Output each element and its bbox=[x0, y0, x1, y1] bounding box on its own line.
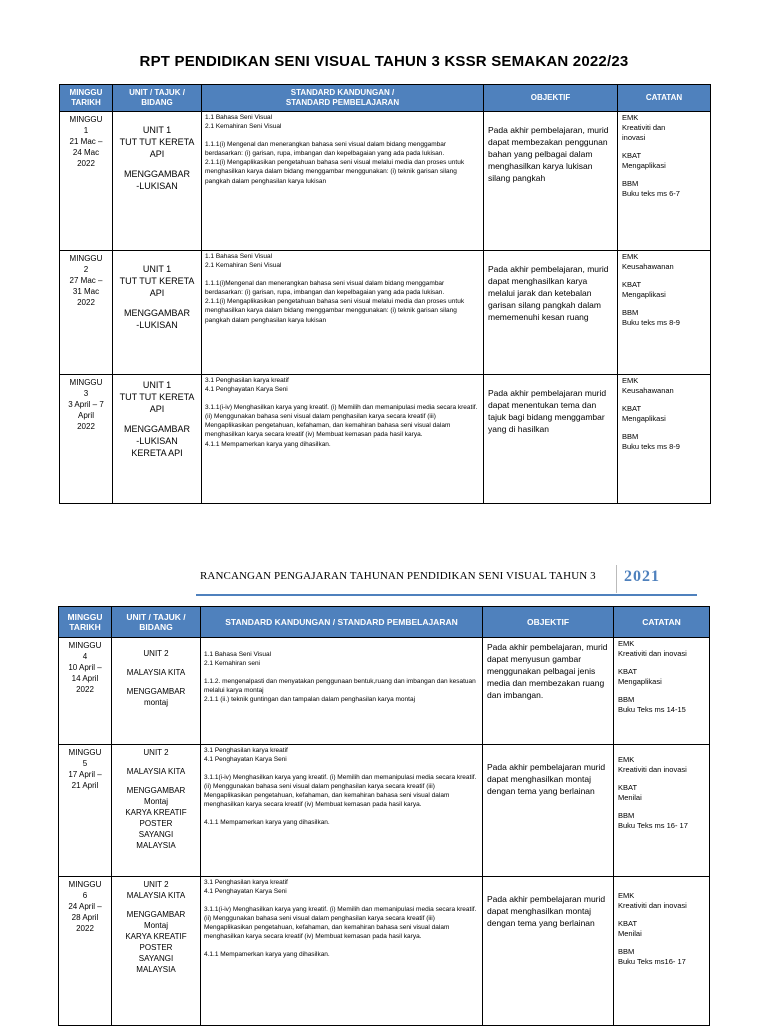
cell-line: 3.1 Penghasilan karya kreatif bbox=[204, 747, 288, 754]
cell-line bbox=[204, 897, 479, 905]
cell-line: 31 Mac bbox=[72, 287, 100, 296]
cell-line bbox=[622, 396, 706, 404]
header-standard: STANDARD KANDUNGAN / STANDARD PEMBELAJARAN bbox=[202, 85, 484, 112]
table-row bbox=[60, 375, 711, 504]
cell-line: 2022 bbox=[77, 159, 95, 168]
cell-line: Menilai bbox=[618, 793, 642, 802]
cell-line: KERETA API bbox=[131, 448, 183, 458]
cell-line bbox=[114, 678, 198, 686]
cell-line bbox=[618, 911, 705, 919]
cell-line: -LUKISAN bbox=[136, 181, 178, 191]
cell-line: Kreativiti dan inovasi bbox=[618, 765, 687, 774]
cell-line: BBM bbox=[622, 308, 639, 317]
cell-line: KARYA KREATIF bbox=[125, 808, 187, 817]
cell-line: 1.1.2. mengenalpasti dan menyatakan penggunaan bentuk,ruang dan imbangan dan kesatuan melalui karya montaj bbox=[204, 677, 476, 694]
cell-line: 3 April – 7 bbox=[68, 400, 104, 409]
cell-line: MINGGU bbox=[68, 748, 102, 757]
cell-line bbox=[622, 143, 706, 151]
cell-line: 2022 bbox=[76, 924, 94, 933]
cell-line: UNIT 2 bbox=[143, 880, 169, 889]
week-cell bbox=[60, 112, 113, 251]
standard-cell bbox=[202, 251, 484, 375]
cell-line: SAYANGI bbox=[138, 954, 174, 963]
header-notes: CATATAN bbox=[614, 607, 710, 638]
cell-line: MENGGAMBAR bbox=[123, 169, 190, 179]
cell-line bbox=[114, 758, 198, 766]
cell-line: 24 Mac bbox=[72, 148, 100, 157]
cell-line: 27 Mac – bbox=[69, 276, 103, 285]
notes-cell bbox=[614, 638, 710, 745]
cell-line: KBAT bbox=[622, 280, 642, 289]
cell-line: 6 bbox=[82, 891, 88, 900]
year-label: 2021 bbox=[624, 568, 660, 585]
unit-cell bbox=[113, 375, 202, 504]
cell-line: 4.1.1 Mempamerkan karya yang dihasilkan. bbox=[205, 440, 331, 448]
header-objective: OBJEKTIF bbox=[484, 85, 618, 112]
cell-line: 2.1.1(i) Mengaplikasikan pengetahuan bahasa seni visual melalui media dan proses untuk menghasilkan karya dalam bidang menggambar menggunakan: (i) teknik garisan silang pangkah dalam penghasilan karya lukisan bbox=[205, 159, 465, 185]
cell-line bbox=[204, 765, 479, 773]
week-cell bbox=[60, 251, 113, 375]
cell-line: 4.1 Penghayatan Karya Seni bbox=[204, 888, 287, 896]
cell-line: 2022 bbox=[77, 422, 95, 431]
notes-cell bbox=[618, 112, 711, 251]
cell-line: POSTER bbox=[139, 943, 173, 952]
table-row bbox=[59, 877, 710, 1026]
cell-line bbox=[618, 775, 705, 783]
cell-line: MINGGU bbox=[69, 254, 103, 263]
cell-line: EMK bbox=[622, 252, 639, 261]
cell-line bbox=[618, 659, 705, 667]
week-cell bbox=[59, 638, 112, 745]
cell-line: MINGGU bbox=[68, 641, 102, 650]
cell-line: KBAT bbox=[618, 667, 638, 676]
table-row bbox=[60, 112, 711, 251]
cell-line: Buku teks ms 8-9 bbox=[622, 442, 680, 451]
cell-line: BBM bbox=[618, 947, 635, 956]
cell-line: 3.1 Penghasilan karya kreatif bbox=[204, 879, 288, 886]
cell-line: EMK bbox=[618, 755, 635, 764]
objective-cell: Pada akhir pembelajaran, murid dapat membezakan penggunan bahan yang pelbagai dalam menghasilkan karya lukisan silang pangkah bbox=[484, 112, 618, 251]
cell-line: KARYA KREATIF bbox=[125, 932, 187, 941]
unit-cell bbox=[112, 745, 201, 877]
cell-line: 1.1 Bahasa Seni Visual bbox=[205, 253, 273, 260]
header-standard: STANDARD KANDUNGAN / STANDARD PEMBELAJARAN bbox=[201, 607, 483, 638]
cell-line: EMK bbox=[622, 376, 639, 385]
schedule-table-2 bbox=[58, 606, 710, 1026]
cell-line bbox=[204, 810, 479, 818]
cell-line: 1.1.1(i) Mengenal dan menerangkan bahasa seni visual dalam bidang menggambar berdasarkan: (i) garisan, rupa, imbangan dan kepelbagaian yang ada pada lukisan. bbox=[205, 140, 447, 157]
cell-line bbox=[205, 132, 480, 140]
cell-line: 21 April bbox=[71, 781, 99, 790]
cell-line: KBAT bbox=[618, 783, 638, 792]
document-title: RPT PENDIDIKAN SENI VISUAL TAHUN 3 KSSR SEMAKAN 2022/23 bbox=[139, 53, 629, 70]
cell-line: 10 April – bbox=[68, 663, 102, 672]
cell-line: BBM bbox=[618, 811, 635, 820]
cell-line bbox=[205, 271, 480, 279]
objective-cell: Pada akhir pembelajaran murid dapat menentukan tema dan tajuk bagi bidang menggambar yang di hasilkan bbox=[484, 375, 618, 504]
header-week: MINGGU TARIKH bbox=[60, 85, 113, 112]
cell-line: MALAYSIA KITA bbox=[126, 891, 186, 900]
cell-line: 4.1 Penghayatan Karya Seni bbox=[204, 756, 287, 764]
cell-line: MENGGAMBAR bbox=[126, 786, 186, 795]
cell-line: 3.1 Penghasilan karya kreatif bbox=[205, 377, 289, 384]
cell-line: 3 bbox=[83, 389, 89, 398]
cell-line: BBM bbox=[622, 179, 639, 188]
cell-line: TUT TUT KERETA bbox=[119, 392, 195, 402]
cell-line: API bbox=[149, 149, 165, 159]
cell-line: MENGGAMBAR bbox=[126, 910, 186, 919]
header-unit: UNIT / TAJUK / BIDANG bbox=[113, 85, 202, 112]
cell-line: Mengaplikasi bbox=[618, 677, 662, 686]
cell-line: Keusahawanan bbox=[622, 386, 674, 395]
cell-line: Buku teks ms 8-9 bbox=[622, 318, 680, 327]
cell-line: montaj bbox=[143, 698, 168, 707]
cell-line bbox=[204, 942, 479, 950]
cell-line bbox=[622, 424, 706, 432]
cell-line: 2.1 Kemahiran Seni Visual bbox=[205, 123, 282, 131]
cell-line: MALAYSIA bbox=[136, 965, 176, 974]
objective-cell: Pada akhir pembelajaran murid dapat menghasilkan montaj dengan tema yang berlainan bbox=[483, 877, 614, 1026]
unit-cell bbox=[112, 638, 201, 745]
cell-line bbox=[114, 901, 198, 909]
cell-line: UNIT 1 bbox=[142, 125, 172, 135]
cell-line bbox=[204, 669, 479, 677]
cell-line bbox=[618, 803, 705, 811]
cell-line: 2.1.1 (ii.) teknik guntingan dan tampalan dalam penghasilan karya montaj bbox=[204, 696, 416, 704]
cell-line: 28 April bbox=[71, 913, 99, 922]
cell-line: UNIT 2 bbox=[143, 649, 169, 658]
table-header-row bbox=[59, 607, 710, 638]
table-header-row bbox=[60, 85, 711, 112]
cell-line: 1.1 Bahasa Seni Visual bbox=[204, 651, 272, 658]
cell-line bbox=[618, 687, 705, 695]
cell-line: MALAYSIA bbox=[136, 841, 176, 850]
cell-line: API bbox=[149, 288, 165, 298]
cell-line: 2022 bbox=[76, 685, 94, 694]
cell-line: -LUKISAN bbox=[136, 320, 178, 330]
header-week: MINGGU TARIKH bbox=[59, 607, 112, 638]
cell-line: 4.1 Penghayatan Karya Seni bbox=[205, 386, 288, 394]
cell-line: Mengaplikasi bbox=[622, 414, 666, 423]
table-row bbox=[60, 251, 711, 375]
standard-cell bbox=[201, 877, 483, 1026]
notes-cell bbox=[614, 745, 710, 877]
cell-line: 2.1 Kemahiran seni bbox=[204, 660, 261, 668]
notes-cell bbox=[618, 375, 711, 504]
standard-cell bbox=[202, 112, 484, 251]
header-unit: UNIT / TAJUK / BIDANG bbox=[112, 607, 201, 638]
standard-cell bbox=[201, 638, 483, 745]
cell-line: Keusahawanan bbox=[622, 262, 674, 271]
cell-line: UNIT 1 bbox=[142, 264, 172, 274]
cell-line: Kreativiti dan inovasi bbox=[618, 901, 687, 910]
objective-cell: Pada akhir pembelajaran, murid dapat menyusun gambar menggunakan pelbagai jenis media dan membezakan ruang dan imbangan. bbox=[483, 638, 614, 745]
cell-line: 24 April – bbox=[68, 902, 102, 911]
cell-line bbox=[114, 777, 198, 785]
cell-line: KBAT bbox=[618, 919, 638, 928]
cell-line: 4.1.1 Mempamerkan karya yang dihasilkan. bbox=[204, 950, 330, 958]
cell-line: 3.1.1(i-iv) Menghasilkan karya yang kreatif. (i) Memilih dan memanipulasi media secara kreatif. (ii) Menggunakan bahasa seni visual dalam penghasilan karya secara kreatif (iii) Mengaplikasikan pengetahuan, kefahaman, dan kemahiran bahasa seni visual dalam menghasilkan karya secara kreatif (iv) Membuat kemasan pada hasil karya. bbox=[205, 403, 478, 439]
header-notes: CATATAN bbox=[618, 85, 711, 112]
cell-line: UNIT 2 bbox=[143, 748, 169, 757]
table-row bbox=[59, 638, 710, 745]
cell-line: MINGGU bbox=[68, 880, 102, 889]
cell-line: Mengaplikasi bbox=[622, 161, 666, 170]
cell-line bbox=[618, 939, 705, 947]
cell-line: April bbox=[77, 411, 94, 420]
cell-line: UNIT 1 bbox=[142, 380, 172, 390]
cell-line: MALAYSIA KITA bbox=[126, 668, 186, 677]
cell-line: Buku Teks ms16- 17 bbox=[618, 957, 686, 966]
cell-line: 5 bbox=[82, 759, 88, 768]
section-title: RANCANGAN PENGAJARAN TAHUNAN PENDIDIKAN SENI VISUAL TAHUN 3 bbox=[200, 570, 596, 582]
cell-line: Montaj bbox=[143, 921, 168, 930]
cell-line: KBAT bbox=[622, 404, 642, 413]
unit-cell bbox=[113, 251, 202, 375]
cell-line: EMK bbox=[618, 639, 635, 648]
cell-line: Kreativiti dan inovasi bbox=[618, 649, 687, 658]
cell-line: 2.1 Kemahiran Seni Visual bbox=[205, 262, 282, 270]
cell-line: 4.1.1 Mempamerkan karya yang dihasilkan. bbox=[204, 818, 330, 826]
cell-line: API bbox=[149, 404, 165, 414]
cell-line: 3.1.1(i-iv) Menghasilkan karya yang kreatif. (i) Memilih dan memanipulasi media secara kreatif. (ii) Menggunakan bahasa seni visual dalam penghasilan karya secara kreatif (iii) Mengaplikasikan pengetahuan, kefahaman, dan kemahiran bahasa seni visual dalam menghasilkan karya secara kreatif (iv) Membuat kemasan pada hasil karya. bbox=[204, 905, 477, 941]
header-objective: OBJEKTIF bbox=[483, 607, 614, 638]
cell-line bbox=[622, 171, 706, 179]
cell-line bbox=[114, 659, 198, 667]
cell-line: 14 April bbox=[71, 674, 99, 683]
cell-line: Mengaplikasi bbox=[622, 290, 666, 299]
cell-line: MALAYSIA KITA bbox=[126, 767, 186, 776]
cell-line: MINGGU bbox=[69, 115, 103, 124]
cell-line: 2022 bbox=[77, 298, 95, 307]
table-row bbox=[59, 745, 710, 877]
cell-line: KBAT bbox=[622, 151, 642, 160]
cell-line: BBM bbox=[622, 432, 639, 441]
cell-line: 21 Mac – bbox=[69, 137, 103, 146]
title-underline bbox=[196, 594, 697, 596]
cell-line: POSTER bbox=[139, 819, 173, 828]
cell-line: TUT TUT KERETA bbox=[119, 276, 195, 286]
unit-cell bbox=[113, 112, 202, 251]
cell-line: inovasi bbox=[622, 133, 646, 142]
objective-cell: Pada akhir pembelajaran murid dapat menghasilkan montaj dengan tema yang berlainan bbox=[483, 745, 614, 877]
notes-cell bbox=[618, 251, 711, 375]
week-cell bbox=[59, 745, 112, 877]
cell-line: MENGGAMBAR bbox=[123, 424, 190, 434]
standard-cell bbox=[201, 745, 483, 877]
cell-line: MENGGAMBAR bbox=[123, 308, 190, 318]
cell-line bbox=[115, 160, 199, 168]
cell-line: MINGGU bbox=[69, 378, 103, 387]
cell-line: Kreativiti dan bbox=[622, 123, 666, 132]
cell-line bbox=[115, 299, 199, 307]
cell-line: 1.1 Bahasa Seni Visual bbox=[205, 114, 273, 121]
cell-line: 2.1.1(i) Mengaplikasikan pengetahuan bahasa seni visual melalui media dan proses untuk menghasilkan karya dalam bidang menggambar menggunakan: (i) teknik garisan silang pangkah dalam penghasilan karya lukisan bbox=[205, 298, 465, 324]
cell-line: Buku teks ms 6-7 bbox=[622, 189, 680, 198]
cell-line: Montaj bbox=[143, 797, 168, 806]
cell-line: Menilai bbox=[618, 929, 642, 938]
cell-line bbox=[622, 300, 706, 308]
notes-cell bbox=[614, 877, 710, 1026]
cell-line bbox=[622, 272, 706, 280]
cell-line: 17 April – bbox=[68, 770, 102, 779]
unit-cell bbox=[112, 877, 201, 1026]
cell-line: EMK bbox=[622, 113, 639, 122]
cell-line: 4 bbox=[82, 652, 88, 661]
cell-line: BBM bbox=[618, 695, 635, 704]
cell-line: 2 bbox=[83, 265, 89, 274]
week-cell bbox=[60, 375, 113, 504]
cell-line: 3.1.1(i-iv) Menghasilkan karya yang kreatif. (i) Memilih dan memanipulasi media secara kreatif. (ii) Menggunakan bahasa seni visual dalam penghasilan karya secara kreatif (iii) Mengaplikasikan pengetahuan, kefahaman, dan kemahiran bahasa seni visual dalam menghasilkan karya secara kreatif (iv) Membuat kemasan pada hasil karya. bbox=[204, 773, 477, 809]
cell-line: Buku Teks ms 16- 17 bbox=[618, 821, 688, 830]
cell-line: Buku Teks ms 14-15 bbox=[618, 705, 686, 714]
objective-cell: Pada akhir pembelajaran, murid dapat menghasilkan karya melalui jarak dan ketebalan garisan silang pangkah dalam mememenuhi kesan ruang bbox=[484, 251, 618, 375]
cell-line: MENGGAMBAR bbox=[126, 687, 186, 696]
cell-line: 1.1.1(i)Mengenal dan menerangkan bahasa seni visual dalam bidang menggambar berdasarkan: (i) garisan, rupa, imbangan dan kepelbagaian yang ada pada lukisan. bbox=[205, 279, 445, 296]
cell-line: TUT TUT KERETA bbox=[119, 137, 195, 147]
standard-cell bbox=[202, 375, 484, 504]
cell-line: EMK bbox=[618, 891, 635, 900]
cell-line bbox=[205, 395, 480, 403]
week-cell bbox=[59, 877, 112, 1026]
cell-line: -LUKISAN bbox=[136, 436, 178, 446]
cell-line: 1 bbox=[83, 126, 89, 135]
schedule-table-1 bbox=[59, 84, 711, 504]
cell-line bbox=[115, 415, 199, 423]
cell-line: SAYANGI bbox=[138, 830, 174, 839]
